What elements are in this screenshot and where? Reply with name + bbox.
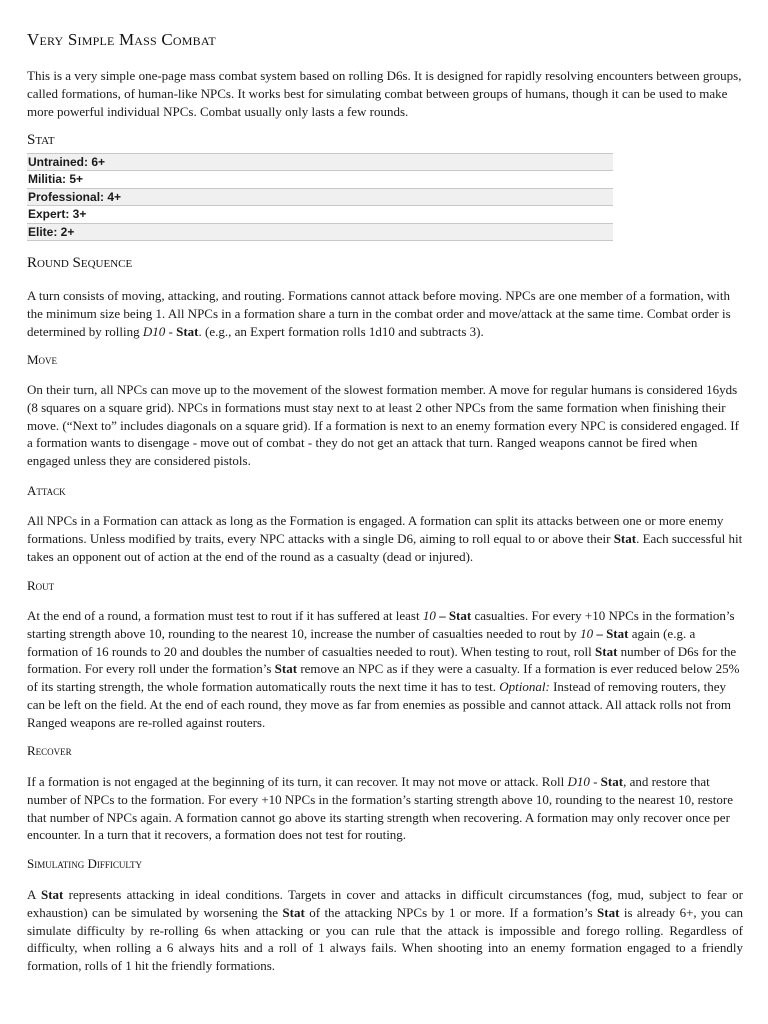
recover-heading: Recover xyxy=(27,743,72,758)
stat-row-expert: Expert: 3+ xyxy=(27,206,613,223)
simulating-difficulty-heading: Simulating Difficulty xyxy=(27,856,143,871)
stat-table xyxy=(27,153,613,241)
move-paragraph: On their turn, all NPCs can move up to the movement of the slowest formation member. A move for regular humans is considered 16yds (8 squares on a square grid). NPCs in formations must stay next to at least 2 other NPCs from the same formation when finishing their move. (“Next to” includes diagonals on a square grid). If a formation is next to an enemy formation every NPC is considered engaged. If a formation wants to disengage - move out of combat - they do not get an attack that turn. Ranged weapons cannot be fired when engaged unless they are considered pistols. xyxy=(27,382,739,469)
document-title: Very Simple Mass Combat xyxy=(27,30,216,49)
recover-paragraph: If a formation is not engaged at the beginning of its turn, it can recover. It may not move or attack. Roll D10 - Stat, and restore that number of NPCs to the formation. For every +10 NPCs in the formation’s starting strength above 10, rounding to the nearest 10, restore that number of NPCs again. A formation cannot go above its starting strength when recovering. A formation may only recover once per encounter. In a turn that it recovers, a formation does not test for routing. xyxy=(27,774,733,843)
attack-heading: Attack xyxy=(27,483,66,498)
stat-row-professional: Professional: 4+ xyxy=(27,189,613,206)
round-sequence-heading: Round Sequence xyxy=(27,255,133,271)
stat-heading: Stat xyxy=(27,132,55,148)
rout-heading: Rout xyxy=(27,578,55,593)
rout-paragraph: At the end of a round, a formation must test to rout if it has suffered at least 10 – Stat casualties. For every +10 NPCs in the formation’s starting strength above 10, rounding to the nearest 10, increase the number of casualties needed to rout by 10 – Stat again (e.g. a formation of 16 rounds to 20 and doubles the number of casualties needed to rout). When testing to rout, roll Stat number of D6s for the formation. For every roll under the formation’s Stat remove an NPC as if they were a casualty. If a formation is ever reduced below 25% of its starting strength, the whole formation automatically routs the next time it has to test. Optional: Instead of removing routers, they can be left on the field. At the end of each round, they move as far from enemies as possible and cannot attack. All attack rolls not from Ranged weapons are re-rolled against routers. xyxy=(27,608,740,730)
intro-paragraph: This is a very simple one-page mass combat system based on rolling D6s. It is designed for rapidly resolving encounters between groups, called formations, of human-like NPCs. It works best for simulating combat between groups of humans, though it can be used to make more powerful individual NPCs. Combat usually only lasts a few rounds. xyxy=(27,68,742,119)
round-sequence-paragraph: A turn consists of moving, attacking, and routing. Formations cannot attack before moving. NPCs are one member of a formation, with the minimum size being 1. All NPCs in a formation share a turn in the combat order and move/attack at the same time. Combat order is determined by rolling D10 - Stat. (e.g., an Expert formation rolls 1d10 and subtracts 3). xyxy=(27,288,731,339)
stat-row-militia: Militia: 5+ xyxy=(27,171,613,188)
simulating-difficulty-paragraph: A Stat represents attacking in ideal conditions. Targets in cover and attacks in difficult circumstances (fog, mud, subject to fear or exhaustion) can be simulated by worsening the Stat of the attacking NPCs by 1 or more. If a formation’s Stat is already 6+, you can simulate difficulty by re-rolling 6s when attacking or you can rule that the attack is impossible and forego rolling. Regardless of difficulty, when rolling a 6 always hits and a roll of 1 always fails. When shooting into an enemy formation engaged to a friendly formation, rolls of 1 hit the friendly formations. xyxy=(27,887,744,974)
move-heading: Move xyxy=(27,352,58,367)
stat-row-elite: Elite: 2+ xyxy=(27,224,613,241)
stat-row-untrained: Untrained: 6+ xyxy=(27,154,613,171)
attack-paragraph: All NPCs in a Formation can attack as long as the Formation is engaged. A formation can split its attacks between one or more enemy formations. Unless modified by traits, every NPC attacks with a single D6, aiming to roll equal to or above their Stat. Each successful hit takes an opponent out of action at the end of the round as a casualty (dead or injured). xyxy=(27,513,743,564)
